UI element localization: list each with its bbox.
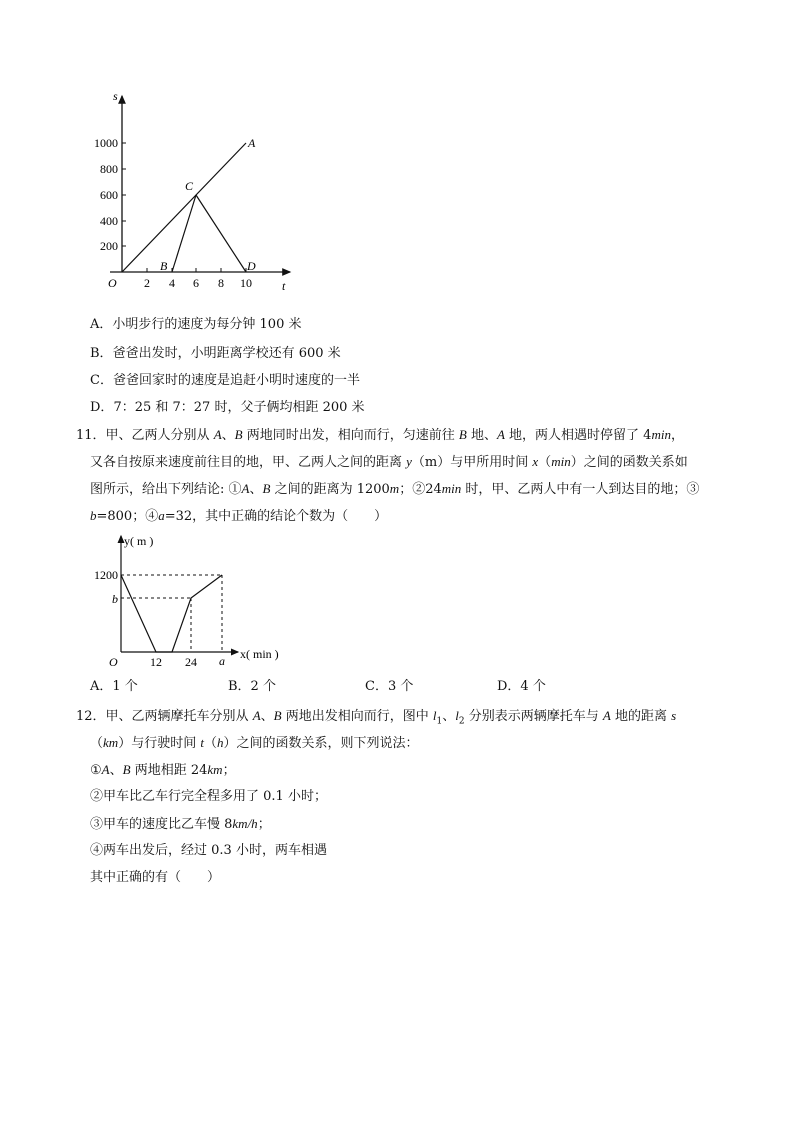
q11-option-d: D．4 个	[497, 679, 546, 694]
y-tick-label: 600	[100, 188, 118, 202]
y-tick-b: b	[112, 592, 118, 606]
q12-item-1: ①A、B 两地相距 24km；	[90, 762, 236, 778]
q11-line-3: 图所示，给出下列结论: ①A、B 之间的距离为 1200m；②24min 时，甲、乙两人中有一人到达目的地；③	[90, 481, 700, 497]
q11-option-a: A．1 个	[90, 679, 138, 694]
point-label-B: B	[160, 259, 168, 273]
q10-option-b: B．爸爸出发时，小明距离学校还有 600 米	[90, 346, 341, 361]
axis-label-s: s	[113, 89, 118, 103]
q12-ending: 其中正确的有（ ）	[90, 870, 221, 885]
q12-item-4: ④两车出发后，经过 0.3 小时，两车相遇	[90, 843, 327, 858]
origin-label: O	[109, 655, 118, 669]
q10-option-a: A．小明步行的速度为每分钟 100 米	[90, 317, 302, 332]
x-tick-label: 2	[144, 276, 150, 290]
x-tick-label: 6	[193, 276, 199, 290]
x-tick-24: 24	[185, 655, 197, 669]
q11-option-b: B．2 个	[228, 679, 276, 694]
y-tick-1200: 1200	[94, 568, 118, 582]
x-tick-label: 8	[218, 276, 224, 290]
q11-line-2: 又各自按原来速度前往目的地，甲、乙两人之间的距离 y（m）与甲所用时间 x（min）之间的函数关系如	[90, 454, 688, 470]
y-tick-label: 400	[100, 214, 118, 228]
y-tick-label: 1000	[94, 136, 118, 150]
y-ticks	[94, 136, 126, 253]
point-label-A: A	[248, 136, 256, 150]
axis-label-y: y( m )	[124, 534, 154, 548]
point-label-C: C	[185, 179, 194, 193]
origin-label: O	[108, 276, 117, 290]
line-CD	[196, 195, 246, 272]
q10-option-c: C．爸爸回家时的速度是追赶小明时速度的一半	[90, 373, 360, 388]
y-tick-label: 200	[100, 239, 118, 253]
q12-line-2: （km）与行驶时间 t（h）之间的函数关系，则下列说法：	[90, 735, 419, 751]
x-tick-12: 12	[150, 655, 162, 669]
x-tick-label: 10	[240, 276, 252, 290]
q12-item-3: ③甲车的速度比乙车慢 8km/h；	[90, 816, 271, 832]
x-tick-label: 4	[169, 276, 175, 290]
y-tick-label: 800	[100, 162, 118, 176]
axis-label-x: x( min )	[240, 647, 279, 661]
q12-line-1: 12．甲、乙两辆摩托车分别从 A、B 两地出发相向而行，图中 $l_1$、$l_2$ 分别表示两辆摩托车与 A 地的距离 s	[76, 708, 677, 727]
q12-item-2: ②甲车比乙车行完全程多用了 0.1 小时；	[90, 789, 327, 804]
axis-label-t: t	[282, 279, 286, 293]
q10-option-d: D．7：25 和 7：27 时，父子俩均相距 200 米	[90, 400, 365, 415]
q11-line-4: b=800；④a=32，其中正确的结论个数为（ ）	[90, 508, 388, 524]
distance-graph	[121, 575, 222, 652]
line-BC	[172, 195, 196, 272]
line-OA	[122, 143, 246, 272]
graph-y-x	[94, 532, 300, 672]
point-label-D: D	[247, 259, 256, 273]
graph-s-t	[80, 80, 310, 300]
q11-option-c: C．3 个	[365, 679, 414, 694]
x-tick-a: a	[219, 654, 225, 668]
q11-line-1: 11．甲、乙两人分别从 A、B 两地同时出发，相向而行，匀速前往 B 地、A 地，两人相遇时停留了 4min，	[76, 427, 684, 443]
